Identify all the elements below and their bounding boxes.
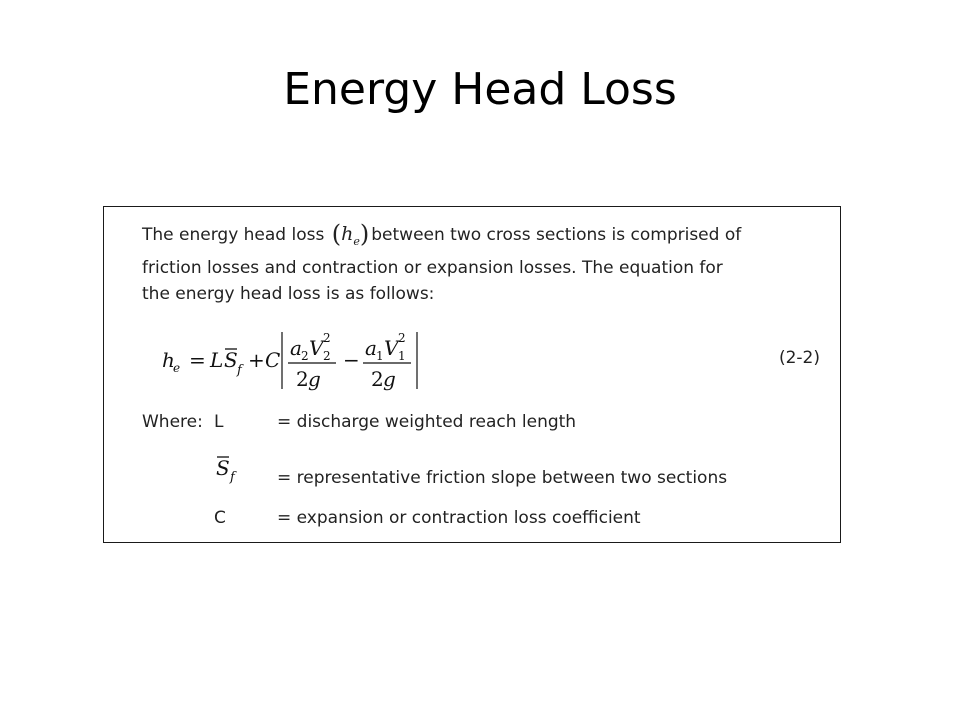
svg-text:f: f xyxy=(230,470,235,485)
intro-text-part1: The energy head loss xyxy=(142,225,325,245)
svg-text:g: g xyxy=(308,367,321,391)
intro-he-symbol: $(h_e)$ xyxy=(331,220,370,248)
intro-text-part2: between two cross sections is comprised of xyxy=(371,225,742,245)
intro-line-3: the energy head loss is as follows: xyxy=(142,283,435,304)
svg-text:a: a xyxy=(365,336,377,360)
definition-text-l: = discharge weighted reach length xyxy=(277,412,577,432)
where-label: Where: xyxy=(142,412,203,432)
svg-text:+: + xyxy=(248,348,265,372)
slide-title: Energy Head Loss xyxy=(283,64,677,115)
intro-line-1 xyxy=(142,221,832,255)
definition-text-sf: = representative friction slope between two sections xyxy=(277,468,728,488)
svg-text:e: e xyxy=(173,361,181,375)
definition-symbol-l: L xyxy=(214,412,224,432)
intro-line-2: friction losses and contraction or expansion losses. The equation for xyxy=(142,257,723,278)
svg-text:C: C xyxy=(265,348,281,372)
definition-text-c: = expansion or contraction loss coefficient xyxy=(277,508,641,528)
svg-text:g: g xyxy=(383,367,396,391)
definition-symbol-sf xyxy=(214,451,254,485)
svg-text:1: 1 xyxy=(398,349,406,363)
svg-text:2: 2 xyxy=(301,349,309,363)
definition-symbol-c: C xyxy=(214,508,226,528)
svg-text:2: 2 xyxy=(296,367,309,391)
eq-he: h xyxy=(162,348,175,372)
svg-text:2: 2 xyxy=(323,331,331,345)
svg-text:S: S xyxy=(216,456,230,480)
head-loss-equation xyxy=(162,327,822,397)
svg-text:S: S xyxy=(224,348,238,372)
svg-text:2: 2 xyxy=(371,367,384,391)
svg-text:2: 2 xyxy=(323,349,331,363)
svg-text:a: a xyxy=(290,336,302,360)
svg-text:1: 1 xyxy=(376,349,384,363)
textbook-excerpt xyxy=(103,206,841,543)
svg-text:L: L xyxy=(210,348,224,372)
svg-text:V: V xyxy=(309,336,324,360)
svg-text:f: f xyxy=(237,363,242,378)
svg-text:V: V xyxy=(384,336,399,360)
svg-text:=: = xyxy=(189,348,206,372)
intro-paragraph xyxy=(142,221,832,307)
equation-number: (2-2) xyxy=(778,348,820,368)
svg-text:2: 2 xyxy=(398,331,406,345)
svg-text:−: − xyxy=(343,348,360,372)
